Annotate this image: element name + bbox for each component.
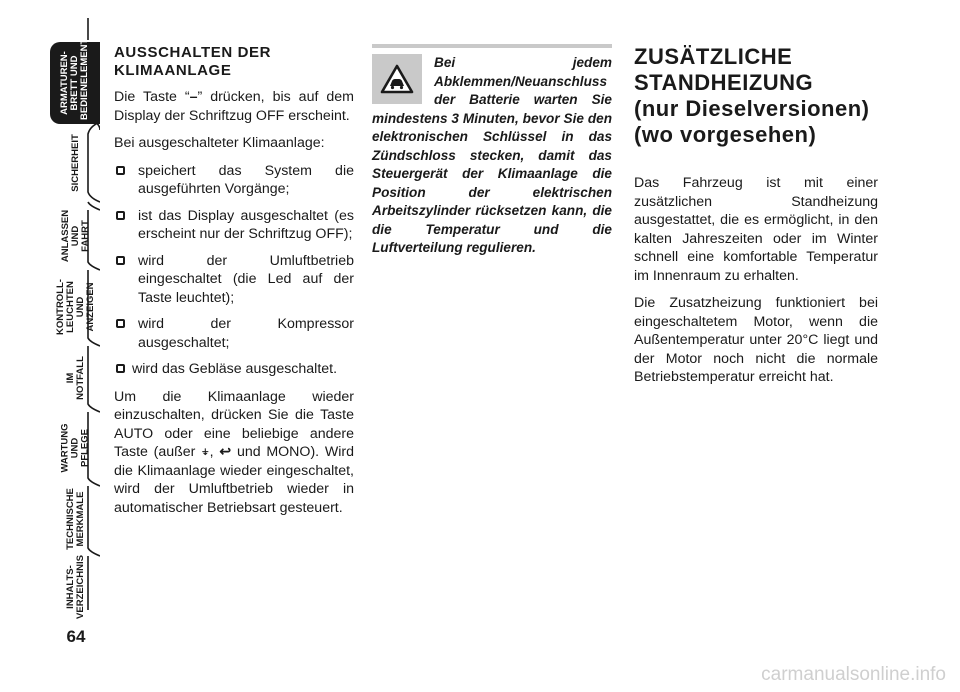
- list-item: [114, 162, 354, 199]
- warning-box: [372, 44, 612, 258]
- tab-inhaltsverzeichnis[interactable]: [52, 556, 100, 618]
- chapter-sidebar: [0, 0, 100, 692]
- tab-wartung-und-pflege[interactable]: [52, 412, 100, 484]
- tab-label: ARMATUREN- BRETT UND BEDIENELEMENTE: [59, 32, 90, 120]
- checkbox-bullet-icon: [116, 211, 125, 220]
- list-item: [114, 207, 354, 244]
- intro-text-pre: Die Taste “: [114, 89, 190, 105]
- intro-paragraph: [114, 88, 354, 125]
- tab-anlassen-und-fahrt[interactable]: [52, 204, 100, 268]
- tab-label: SICHERHEIT: [70, 134, 82, 192]
- outro-comma: ,: [209, 444, 214, 460]
- tab-label: WARTUNG UND PFLEGE: [60, 423, 92, 473]
- column-standheizung: [634, 44, 878, 396]
- sub-intro: Bei ausgeschalteter Klimaanlage:: [114, 135, 325, 151]
- watermark: carmanualsonline.info: [761, 664, 946, 685]
- tab-label: TECHNISCHE MERKMALE: [65, 488, 87, 550]
- off-state-list: [114, 162, 354, 379]
- checkbox-bullet-icon: [116, 256, 125, 265]
- list-item-text: ist das Display ausgeschaltet (es erscheint nur der Schriftzug OFF);: [138, 207, 354, 242]
- warning-text: Bei jedem Abklemmen/Neuanschluss der Batterie warten Sie mindestens 3 Minuten, bevor Sie den elektronischen Schlüssel in das Zündschloss stecken, damit das Steuergerät der Klimaanlage die Position der elektrischen Arbeitszylinder rücksetzen kann, die die Temperatur und die Luftverteilung regulieren.: [372, 55, 612, 255]
- list-item-text: speichert das System die ausgeführten Vorgänge;: [138, 162, 354, 197]
- standheizung-paragraph-2: Die Zusatzheizung funktioniert bei eingeschaltetem Motor, wenn die Außentemperatur unter 20°C liegt und der Motor noch nicht die normale Betriebstemperatur erreicht hat.: [634, 295, 878, 385]
- page-number: 64: [66, 627, 86, 646]
- standheizung-paragraph-1: Das Fahrzeug ist mit einer zusätzlichen Standheizung ausgestattet, die es ermöglicht, in den kalten Jahreszeiten oder im Winter schnell eine komfortable Temperatur im Innenraum zu erhalten.: [634, 175, 878, 284]
- list-item: [114, 315, 354, 352]
- list-item-text: wird der Kompressor ausgeschaltet;: [138, 316, 354, 351]
- list-item: [114, 252, 354, 308]
- tab-label: INHALTS- VERZEICHNIS: [65, 555, 86, 619]
- tab-label: KONTROLL- LEUCHTEN UND ANZEIGEN: [55, 279, 96, 335]
- list-item-text: wird der Umluftbetrieb eingeschaltet (die Led auf der Taste leuchtet);: [138, 252, 354, 306]
- tab-im-notfall[interactable]: [52, 346, 100, 410]
- checkbox-bullet-icon: [116, 319, 125, 328]
- warning-top-rule: [372, 44, 612, 48]
- tab-technische-merkmale[interactable]: [52, 486, 100, 552]
- checkbox-bullet-icon: [116, 364, 125, 373]
- tab-kontrollleuchten[interactable]: [52, 270, 100, 344]
- tab-armaturenbrett[interactable]: [50, 32, 100, 124]
- tab-label: ANLASSEN UND FAHRT: [60, 209, 92, 263]
- title-line: STANDHEIZUNG: [634, 70, 814, 95]
- page-title: [634, 44, 878, 148]
- title-line: (nur Dieselversionen): [634, 96, 870, 121]
- section-heading: AUSSCHALTEN DER KLIMAANLAGE: [114, 44, 272, 79]
- defrost-key-icon: ⍖: [201, 444, 210, 460]
- list-item: [114, 360, 354, 379]
- intro-text-post: ” drücken, bis auf dem Display der Schriftzug OFF erscheint.: [114, 89, 354, 124]
- recirculation-key-icon: ↩: [219, 444, 232, 460]
- checkbox-bullet-icon: [116, 166, 125, 175]
- title-line: (wo vorgesehen): [634, 122, 817, 147]
- column-ausschalten: [114, 44, 354, 526]
- outro-text-pre: Um die Klimaanlage wieder einzuschalten, drücken Sie die Taste AUTO oder eine beliebige andere Taste (außer: [114, 388, 354, 460]
- tab-sicherheit[interactable]: [52, 126, 100, 200]
- title-line: ZUSÄTZLICHE: [634, 44, 793, 69]
- list-item-text: wird das Gebläse ausgeschaltet.: [132, 361, 338, 377]
- tab-label: IM NOTFALL: [65, 356, 86, 400]
- warning-triangle-car-icon: [372, 54, 422, 104]
- outro-paragraph: [114, 388, 354, 518]
- off-key-symbol: –: [189, 89, 198, 105]
- outro-text-post: und MONO). Wird die Klimaanlage wieder eingeschaltet, wird der Umluftbetrieb wieder in automatischer Betriebsart gesteuert.: [114, 444, 354, 516]
